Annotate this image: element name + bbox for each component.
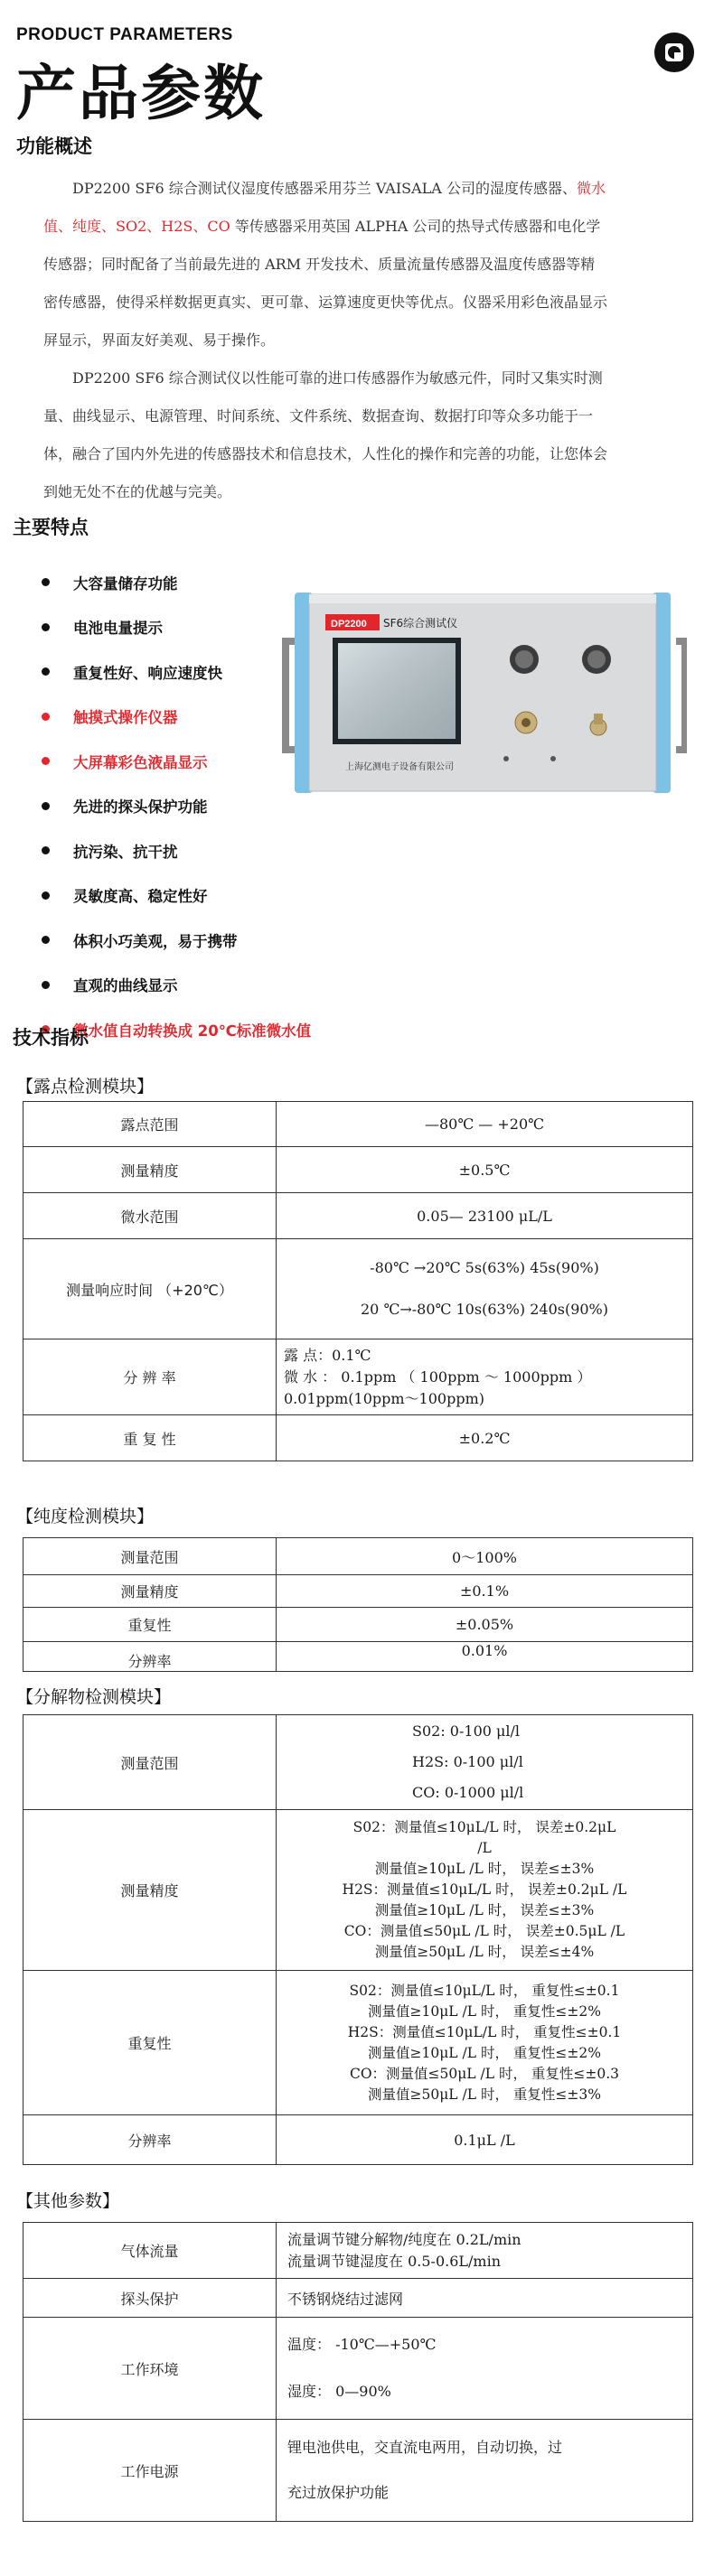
probe-key: 探头保护	[23, 2279, 277, 2318]
table-row	[23, 2115, 693, 2165]
device-right-handle	[676, 641, 685, 750]
logo-icon	[654, 33, 694, 72]
device-maker-text: 上海亿测电子设备有限公司	[345, 762, 454, 772]
dew-accuracy-key: 测量精度	[23, 1147, 277, 1193]
features-heading: 主要特点	[13, 517, 89, 538]
spec-line: 测量值≥10μL /L 时， 重复性≤±2%	[368, 2044, 601, 2061]
bullet-icon	[42, 802, 50, 810]
env-value	[277, 2318, 693, 2420]
overview-p1-highlight: 微水值、纯度、SO2、H2S、CO	[43, 180, 606, 235]
feature-item	[42, 918, 340, 963]
table-row	[23, 1538, 693, 1575]
table-row	[23, 1575, 693, 1608]
decomp-repeat-value	[277, 1971, 693, 2115]
table-row	[23, 2318, 693, 2420]
other-module-title: 【其他参数】	[16, 2191, 120, 2211]
feature-text: 直观的曲线显示	[73, 977, 178, 995]
device-model-text: DP2200	[331, 619, 367, 630]
decomp-range-key: 测量范围	[23, 1715, 277, 1810]
other-table	[23, 2222, 693, 2522]
table-row	[23, 1339, 693, 1415]
dew-range-key: 露点范围	[23, 1102, 277, 1147]
table-row	[23, 1239, 693, 1339]
flow-line-1: 流量调节键分解物/纯度在 0.2L/min	[287, 2230, 521, 2248]
device-image	[282, 578, 687, 813]
decomp-table	[23, 1714, 693, 2165]
purity-repeat-key: 重复性	[23, 1608, 277, 1642]
feature-text: 微水值自动转换成 20℃标准微水值	[73, 1022, 312, 1040]
flow-value	[277, 2223, 693, 2279]
dew-res-line-3: 0.01ppm(10ppm～100ppm)	[284, 1389, 484, 1407]
feature-text: 电池电量提示	[73, 620, 163, 638]
page-title: 产品参数	[16, 59, 266, 128]
overview-paragraph-1	[43, 170, 608, 359]
bullet-icon	[42, 846, 50, 854]
spec-line: 测量值≥50μL /L 时， 重复性≤±3%	[368, 2086, 601, 2103]
feature-text: 大容量储存功能	[73, 574, 178, 593]
table-row	[23, 2420, 693, 2522]
dew-response-line-2: 20 ℃→-80℃ 10s(63%) 240s(90%)	[361, 1301, 608, 1318]
decomp-resolution-value: 0.1μL /L	[277, 2115, 693, 2165]
overview-paragraph-2: DP2200 SF6 综合测试仪以性能可靠的进口传感器作为敏感元件，同时又集实时测量、曲线显示、电源管理、时间系统、文件系统、数据查询、数据打印等众多功能于一体，融合了国内外先进的传感器技术和信息技术，人性化的操作和完善的功能，让您体会到她无处不在的优越与完美。	[43, 369, 608, 500]
dew-table	[23, 1101, 693, 1461]
table-row	[23, 1415, 693, 1461]
dew-repeat-value: ±0.2℃	[277, 1415, 693, 1461]
power-line-1: 锂电池供电，交直流电两用，自动切换，过	[287, 2439, 563, 2456]
flow-line-2: 流量调节键湿度在 0.5-0.6L/min	[287, 2252, 501, 2270]
feature-text: 重复性好、响应速度快	[73, 664, 222, 682]
power-value	[277, 2420, 693, 2522]
decomp-resolution-key: 分辨率	[23, 2115, 277, 2165]
feature-text: 抗污染、抗干扰	[73, 843, 178, 861]
decomp-range-line-1: S02: 0-100 μl/l	[412, 1722, 521, 1740]
dew-micro-key: 微水范围	[23, 1193, 277, 1239]
bullet-icon	[42, 667, 50, 676]
decomp-accuracy-value	[277, 1810, 693, 1971]
decomp-repeat-key: 重复性	[23, 1971, 277, 2115]
overview-p1-start: DP2200 SF6 综合测试仪湿度传感器采用芬兰 VAISALA 公司的湿度传感器、	[72, 180, 577, 197]
power-key: 工作电源	[23, 2420, 277, 2522]
spec-line: 测量值≥50μL /L 时， 误差≤±4%	[374, 1944, 595, 1960]
table-row	[23, 1715, 693, 1810]
dew-resolution-key: 分 辨 率	[23, 1339, 277, 1415]
spec-line: 测量值≥10μL /L 时， 重复性≤±2%	[368, 2002, 601, 2020]
decomp-range-line-3: CO: 0-1000 μl/l	[412, 1784, 524, 1801]
table-row	[23, 1102, 693, 1147]
device-left-handle	[286, 641, 295, 750]
dew-micro-value: 0.05— 23100 μL/L	[277, 1193, 693, 1239]
bullet-icon	[42, 981, 50, 989]
overview-heading: 功能概述	[16, 135, 92, 157]
table-row	[23, 1193, 693, 1239]
feature-item	[42, 963, 340, 1008]
dew-res-line-1: 露 点：0.1℃	[284, 1346, 371, 1364]
decomp-range-line-2: H2S: 0-100 μl/l	[412, 1753, 523, 1770]
spec-line: 测量值≥10μL /L 时， 误差≤±3%	[374, 1902, 595, 1918]
flow-key: 气体流量	[23, 2223, 277, 2279]
dew-range-value: —80℃ — +20℃	[277, 1102, 693, 1147]
table-row	[23, 1608, 693, 1642]
overview-p1-end: 等传感器采用英国 ALPHA 公司的热导式传感器和电化学传感器；同时配备了当前最先进的 ARM 开发技术、质量流量传感器及温度传感器等精密传感器，使得采样数据更真实、更可靠、运算速度更快等优点。仪器采用彩色液晶显示屏显示，界面友好美观、易于操作。	[43, 218, 608, 349]
overview-text	[43, 170, 608, 511]
dew-module-title: 【露点检测模块】	[16, 1077, 155, 1097]
spec-line: /L	[477, 1840, 492, 1856]
table-row	[23, 1810, 693, 1971]
specs-heading: 技术指标	[13, 1027, 89, 1049]
feature-text: 先进的探头保护功能	[73, 798, 208, 817]
device-name-text: SF6综合测试仪	[383, 617, 458, 630]
table-row	[23, 1971, 693, 2115]
probe-value: 不锈钢烧结过滤网	[277, 2279, 693, 2318]
feature-text: 体积小巧美观，易于携带	[73, 932, 238, 950]
purity-accuracy-value: ±0.1%	[277, 1575, 693, 1608]
product-parameters-label: PRODUCT PARAMETERS	[16, 25, 233, 44]
env-line-1: 温度： -10℃—+50℃	[287, 2336, 437, 2353]
bullet-icon	[42, 713, 50, 721]
decomp-accuracy-key: 测量精度	[23, 1810, 277, 1971]
dew-resolution-value	[277, 1339, 693, 1415]
page-header	[16, 25, 703, 134]
feature-item	[42, 828, 340, 873]
bullet-icon	[42, 623, 50, 631]
spec-line: CO：测量值≤50μL /L 时， 重复性≤±0.3	[349, 2065, 620, 2082]
bullet-icon	[42, 757, 50, 765]
dew-response-value	[277, 1239, 693, 1339]
purity-table	[23, 1537, 693, 1672]
feature-text: 大屏幕彩色液晶显示	[73, 753, 208, 771]
feature-item	[42, 873, 340, 919]
decomp-range-value	[277, 1715, 693, 1810]
spec-line: H2S：测量值≤10μL/L 时， 重复性≤±0.1	[347, 2023, 622, 2040]
purity-range-value: 0～100%	[277, 1538, 693, 1575]
table-row	[23, 1642, 693, 1672]
bullet-icon	[42, 891, 50, 900]
purity-module-title: 【纯度检测模块】	[16, 1507, 155, 1526]
feature-text: 灵敏度高、稳定性好	[73, 888, 208, 906]
dew-res-line-2: 微 水 ： 0.1ppm （ 100ppm ～ 1000ppm ）	[284, 1367, 592, 1386]
spec-line: S02：测量值≤10μL/L 时， 重复性≤±0.1	[349, 1982, 620, 1999]
feature-text: 触摸式操作仪器	[73, 709, 178, 727]
decomp-module-title: 【分解物检测模块】	[16, 1687, 172, 1707]
spec-line: CO：测量值≤50μL /L 时， 误差±0.5μL /L	[343, 1923, 625, 1939]
table-row	[23, 2279, 693, 2318]
spec-line: H2S：测量值≤10μL/L 时， 误差±0.2μL /L	[342, 1881, 627, 1898]
bullet-icon	[42, 936, 50, 944]
env-key: 工作环境	[23, 2318, 277, 2420]
dew-accuracy-value: ±0.5℃	[277, 1147, 693, 1193]
purity-range-key: 测量范围	[23, 1538, 277, 1575]
table-row	[23, 1147, 693, 1193]
purity-resolution-key: 分辨率	[23, 1642, 277, 1672]
dew-response-key: 测量响应时间 （+20℃）	[23, 1239, 277, 1339]
power-line-2: 充过放保护功能	[287, 2484, 390, 2501]
purity-repeat-value: ±0.05%	[277, 1608, 693, 1642]
purity-resolution-value: 0.01%	[277, 1642, 693, 1672]
bullet-icon	[42, 578, 50, 586]
dew-response-line-1: -80℃ →20℃ 5s(63%) 45s(90%)	[370, 1259, 599, 1276]
purity-accuracy-key: 测量精度	[23, 1575, 277, 1608]
spec-line: S02：测量值≤10μL/L 时， 误差±0.2μL	[352, 1819, 616, 1835]
spec-line: 测量值≥10μL /L 时， 误差≤±3%	[374, 1861, 595, 1877]
dew-repeat-key: 重 复 性	[23, 1415, 277, 1461]
table-row	[23, 2223, 693, 2279]
env-line-2: 湿度： 0—90%	[287, 2383, 391, 2400]
